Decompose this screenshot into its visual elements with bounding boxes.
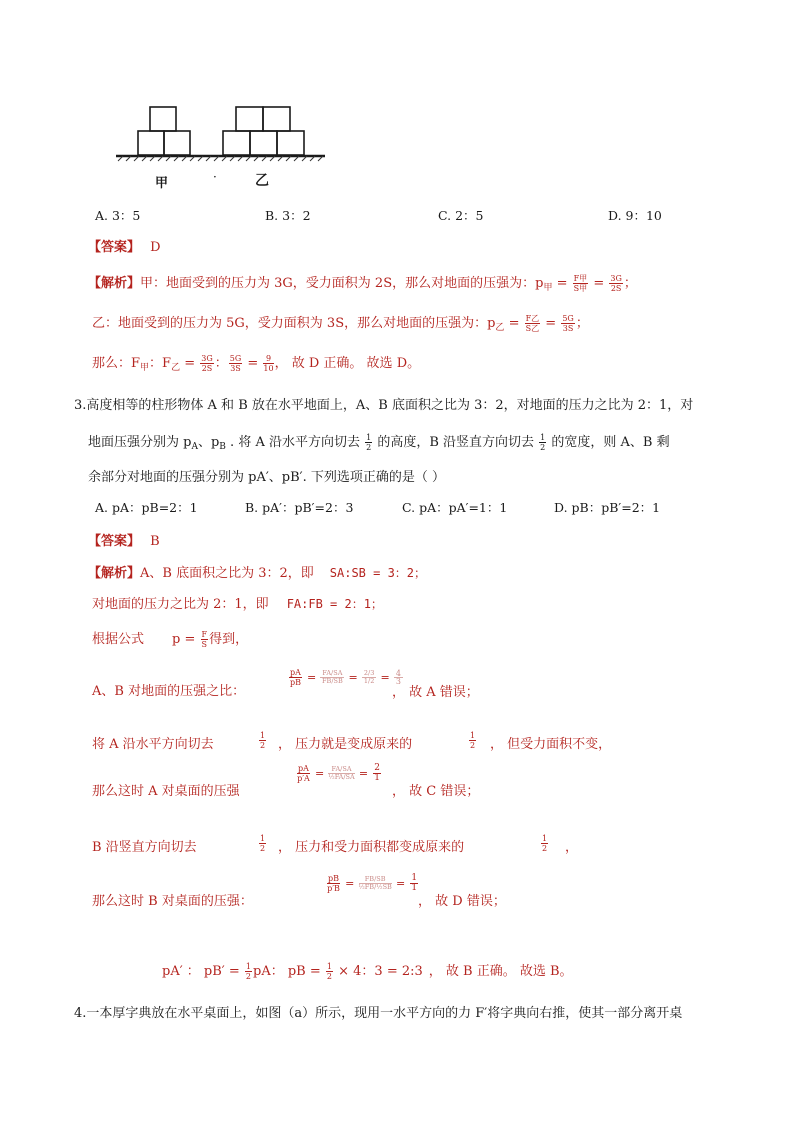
q2-option-a[interactable]: A. 3：5 <box>95 208 141 223</box>
q3-analysis-line6-end: ， 故 C 错误； <box>392 784 480 799</box>
q3-half-1: $\frac{1}{2}$ <box>260 731 266 750</box>
q3-half-3: $\frac{1}{2}$ <box>260 834 266 853</box>
q2-answer <box>88 236 161 255</box>
q3-analysis-line7: B 沿竖直方向切去 <box>92 840 197 855</box>
answer-tag: 【答案】 <box>88 240 141 255</box>
q3-analysis-line8-end: ， 故 D 错误； <box>418 894 506 909</box>
q3-option-b[interactable]: B. pA′：pB′=2：3 <box>245 500 354 515</box>
label-yi: 乙 <box>255 173 269 189</box>
q2-analysis-line1: 【解析】甲：地面受到的压力为 3G，受力面积为 2S，那么对地面的压强为：$p_甲$ = $\frac{\text{F甲}}{\text{S甲}}$ = $\frac{3G}{2S}$ ； <box>88 274 637 293</box>
q4-stem-line1: 4.一本厚字典放在水平桌面上，如图（a）所示，现用一水平方向的力 F′将字典向右推，使其一部分离开桌 <box>74 1006 683 1021</box>
q3-half-4: $\frac{1}{2}$ <box>542 834 548 853</box>
q2-analysis-line2: 乙：地面受到的压力为 5G，受力面积为 3S，那么对地面的压强为：$p_乙$ = $\frac{\text{F乙}}{\text{S乙}}$ = $\frac{5G}{3S}$ ； <box>92 314 589 333</box>
q3-analysis-line3: 根据公式 p = $\frac{F}{S}$ 得到， <box>92 630 249 649</box>
label-jia: 甲 <box>155 176 169 191</box>
q3-option-c[interactable]: C. pA：pA′=1：1 <box>402 500 508 515</box>
q3-analysis-line2: 对地面的压力之比为 2：1，即 FA:FB = 2：1； <box>92 597 383 612</box>
q3-formula-a-pressure: $\frac{pA}{p'A}$ = $\frac{FA/SA}{\text{½FA/SA}}$ = $\frac{2}{1}$ <box>297 763 380 783</box>
q3-option-a[interactable]: A. pA：pB=2：1 <box>95 500 198 515</box>
q3-analysis-line4-end: ， 故 A 错误； <box>392 685 479 700</box>
q3-half-2: $\frac{1}{2}$ <box>470 731 476 750</box>
answer-value: B <box>150 534 160 549</box>
q2-option-b[interactable]: B. 3：2 <box>265 208 311 223</box>
q3-formula-ab-ratio: $\frac{pA}{pB}$ = $\frac{FA/SA}{FB/SB}$ = $\frac{2/3}{1/2}$ = $\frac{4}{3}$ <box>289 668 401 687</box>
q2-option-c[interactable]: C. 2：5 <box>438 208 484 223</box>
q3-analysis-line7-c: ， <box>565 840 579 855</box>
q2-analysis-line3: 那么：$F_甲$：$F_乙$ = $\frac{3G}{2S}$ ： $\frac{5G}{3S}$ = $\frac{9}{10}$ ， 故 D 正确。 故选 D。 <box>92 354 421 373</box>
q3-analysis-line8: 那么这时 B 对桌面的压强： <box>92 894 253 909</box>
blocks-figure <box>110 95 335 165</box>
q2-option-d[interactable]: D. 9：10 <box>608 208 662 223</box>
q3-analysis-line4: A、B 对地面的压强之比： <box>92 684 246 699</box>
q3-answer <box>88 530 160 549</box>
q3-analysis-line5-c: ， 但受力面积不变， <box>490 737 612 752</box>
q3-analysis-line6: 那么这时 A 对桌面的压强 <box>92 784 240 799</box>
q3-analysis-line5: 将 A 沿水平方向切去 <box>92 737 214 752</box>
q3-stem-line2: 地面压强分别为 $p_A$、$p_B$ . 将 A 沿水平方向切去 $\frac{1}{2}$ 的高度，B 沿竖直方向切去 $\frac{1}{2}$ 的宽度，则 A、B 剩 <box>88 433 670 452</box>
q3-analysis-line1: 【解析】A、B 底面积之比为 3：2，即 SA:SB = 3：2； <box>88 566 427 581</box>
q3-stem-line3: 余部分对地面的压强分别为 pA′、pB′. 下列选项正确的是（ ） <box>88 470 446 485</box>
q3-formula-b-pressure: $\frac{pB}{p'B}$ = $\frac{FB/SB}{\text{½FB/½SB}}$ = $\frac{1}{1}$ <box>327 873 418 893</box>
answer-tag: 【答案】 <box>88 534 141 549</box>
q3-analysis-line9: pA′ ： pB′ = $\frac{1}{2}$ pA： pB = $\frac{1}{2}$ × 4：3 = 2:3 ， 故 B 正确。 故选 B。 <box>162 962 573 981</box>
q3-option-d[interactable]: D. pB：pB′=2：1 <box>554 500 661 515</box>
q3-analysis-line7-b: ， 压力和受力面积都变成原来的 <box>278 840 465 855</box>
q3-analysis-line5-b: ， 压力就是变成原来的 <box>278 737 413 752</box>
q3-stem-line1: 3.高度相等的柱形物体 A 和 B 放在水平地面上，A、B 底面积之比为 3：2，对地面的压力之比为 2：1，对 <box>74 398 694 413</box>
answer-value: D <box>150 240 161 255</box>
label-dot: · <box>213 170 217 184</box>
